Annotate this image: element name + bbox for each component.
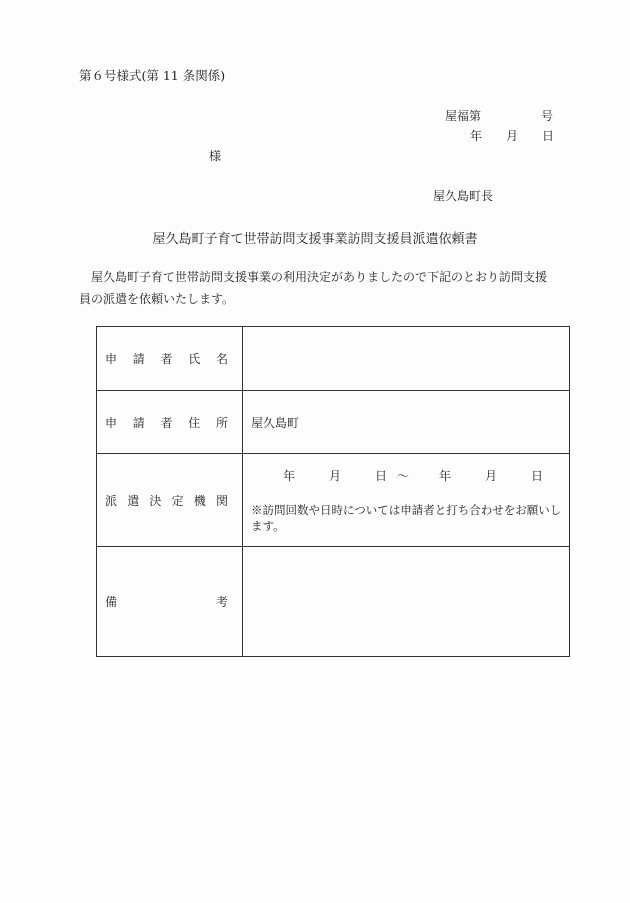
row-dispatch-period — [97, 454, 570, 547]
date-year: 年 — [470, 129, 483, 143]
addressee-suffix: 様 — [209, 149, 222, 163]
body-line-2: 員の派遣を依頼いたします。 — [79, 292, 235, 306]
reference-suffix: 号 — [541, 109, 554, 123]
label-remarks: 備 考 — [97, 547, 243, 657]
value-applicant-address[interactable]: 屋久島町 — [243, 391, 570, 454]
reference-number — [445, 107, 554, 124]
request-form-table — [96, 326, 570, 657]
row-applicant-name — [97, 327, 570, 391]
issue-date — [470, 127, 554, 144]
row-applicant-address — [97, 391, 570, 454]
date-day: 日 — [542, 129, 555, 143]
label-applicant-address: 申 請 者 住 所 — [97, 391, 243, 454]
value-applicant-name[interactable] — [243, 327, 570, 391]
label-dispatch-period: 派 遣 決 定 機 関 — [97, 454, 243, 547]
period-date-range: 年 月 日 ～ 年 月 日 — [283, 468, 544, 483]
row-remarks — [97, 547, 570, 657]
body-text — [79, 266, 549, 310]
value-dispatch-period[interactable] — [243, 454, 570, 547]
label-applicant-name: 申 請 者 氏 名 — [97, 327, 243, 391]
date-month: 月 — [506, 129, 519, 143]
document-title: 屋久島町子育て世帯訪問支援事業訪問支援員派遣依頼書 — [152, 232, 478, 247]
reference-prefix: 屋福第 — [445, 109, 482, 123]
sender-name: 屋久島町長 — [433, 189, 494, 203]
body-line-1: 屋久島町子育て世帯訪問支援事業の利用決定がありましたので下記のとおり訪問支援 — [91, 270, 548, 284]
form-number: 第６号様式(第 11 条関係) — [79, 68, 226, 83]
period-note: ※訪問回数や日時については申請者と打ち合わせをお願いします。 — [251, 502, 562, 533]
value-remarks[interactable] — [243, 547, 570, 657]
